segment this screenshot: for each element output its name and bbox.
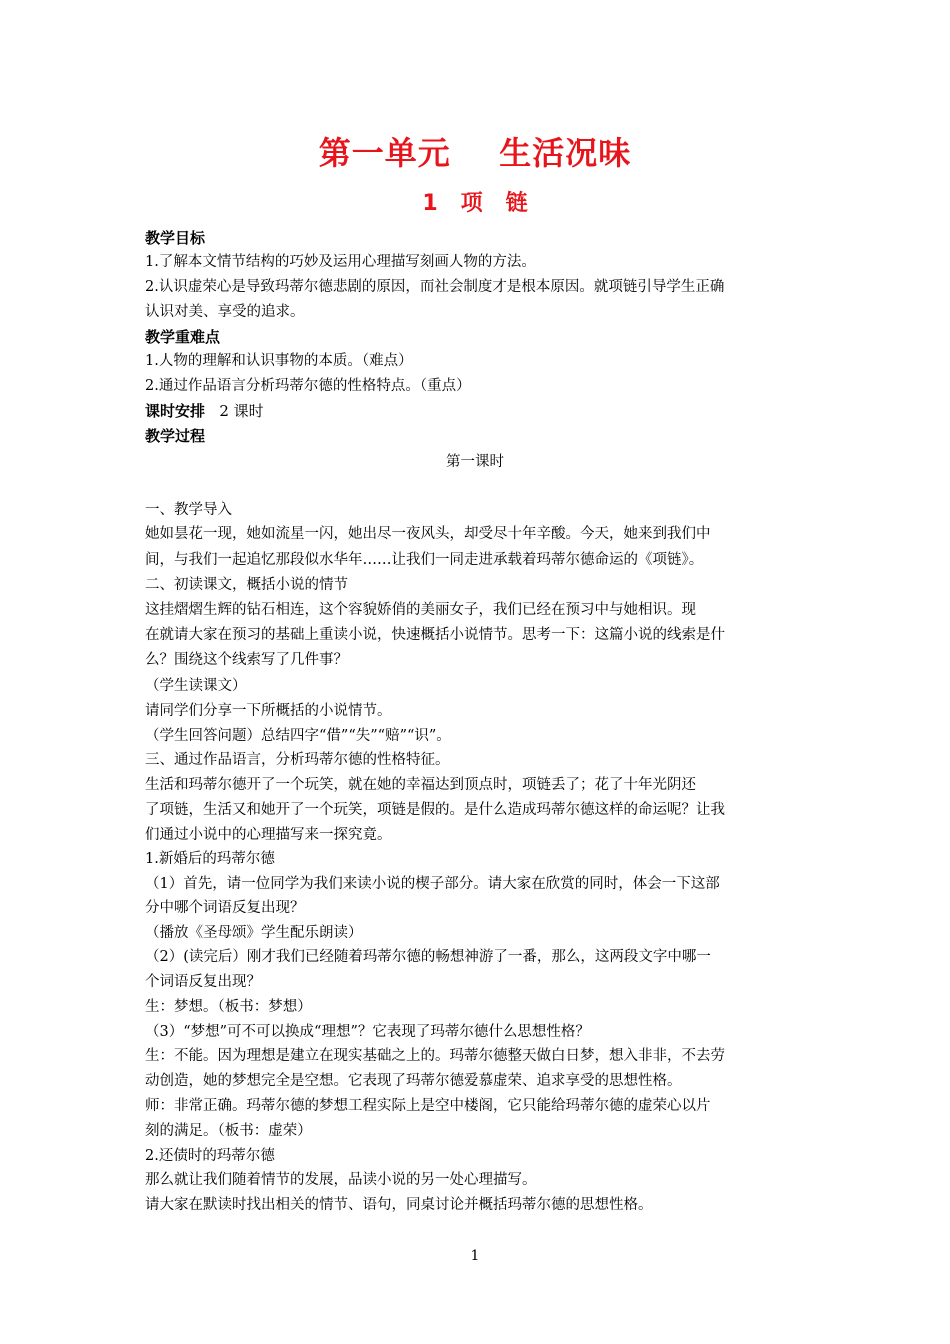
text-line xyxy=(145,1121,810,1141)
text-line xyxy=(145,1022,810,1042)
line-text: 二、初读课文，概括小说的情节 xyxy=(145,577,348,593)
text-line xyxy=(145,972,810,992)
line-text: （播放《圣母颂》学生配乐朗读） xyxy=(145,925,363,941)
line-text: 间，与我们一起追忆那段似水华年……让我们一同走进承载着玛蒂尔德命运的《项链》。 xyxy=(145,552,704,568)
line-text: 教学目标 xyxy=(145,229,206,247)
unit-title: 第一单元 生活况味 xyxy=(318,134,632,172)
text-line xyxy=(145,500,810,520)
line-text: 1.新婚后的玛蒂尔德 xyxy=(145,851,275,867)
text-line xyxy=(145,775,810,795)
text-line xyxy=(0,452,950,472)
line-text: 生：梦想。（板书：梦想） xyxy=(145,999,312,1015)
text-line xyxy=(145,1170,810,1190)
line-text: 生活和玛蒂尔德开了一个玩笑，就在她的幸福达到顶点时，项链丢了；花了十年光阴还 xyxy=(145,777,696,793)
text-line xyxy=(145,750,810,770)
line-text: 请同学们分享一下所概括的小说情节。 xyxy=(145,703,392,719)
text-line xyxy=(145,676,810,696)
text-line xyxy=(145,825,810,845)
text-line xyxy=(145,600,810,620)
line-text: 分中哪个词语反复出现？ xyxy=(145,900,305,916)
text-line xyxy=(145,849,810,869)
line-text: 请大家在默读时找出相关的情节、语句，同桌讨论并概括玛蒂尔德的思想性格。 xyxy=(145,1197,653,1213)
text-line xyxy=(145,650,810,670)
section-heading xyxy=(145,426,810,446)
line-text: 第一课时 xyxy=(446,454,504,470)
text-line xyxy=(145,1096,810,1116)
text-line xyxy=(145,1046,810,1066)
text-line xyxy=(145,302,810,322)
text-line xyxy=(145,874,810,894)
line-text: （3）“梦想”可不可以换成“理想”？它表现了玛蒂尔德什么思想性格？ xyxy=(145,1024,590,1040)
text-line xyxy=(145,1195,810,1215)
line-text: 了项链，生活又和她开了一个玩笑，项链是假的。是什么造成玛蒂尔德这样的命运呢？让我 xyxy=(145,802,725,818)
line-text: 三、通过作品语言，分析玛蒂尔德的性格特征。 xyxy=(145,752,450,768)
text-line xyxy=(145,376,810,396)
text-line xyxy=(145,524,810,544)
lesson-title: 1 项 链 xyxy=(422,191,528,216)
line-text: 教学重难点 xyxy=(145,328,221,346)
page-number: 1 xyxy=(470,1248,480,1264)
text-line xyxy=(145,800,810,820)
text-line xyxy=(145,550,810,570)
line-text: 动创造，她的梦想完全是空想。它表现了玛蒂尔德爱慕虚荣、追求享受的思想性格。 xyxy=(145,1073,682,1089)
text-line xyxy=(145,726,810,746)
text-line xyxy=(145,252,810,272)
text-line xyxy=(145,1071,810,1091)
text-line xyxy=(145,625,810,645)
line-text: （2）(读完后）刚才我们已经随着玛蒂尔德的畅想神游了一番，那么，这两段文字中哪一 xyxy=(145,949,711,965)
line-text: （1）首先，请一位同学为我们来读小说的楔子部分。请大家在欣赏的同时，体会一下这部 xyxy=(145,876,720,892)
line-text: 那么就让我们随着情节的发展，品读小说的另一处心理描写。 xyxy=(145,1172,537,1188)
line-text: 教学过程 xyxy=(145,427,206,445)
section-heading xyxy=(145,327,810,347)
line-text: 2.还债时的玛蒂尔德 xyxy=(145,1148,275,1164)
line-text: 她如昙花一现，她如流星一闪，她出尽一夜风头，却受尽十年辛酸。今天，她来到我们中 xyxy=(145,526,711,542)
line-text: 个词语反复出现？ xyxy=(145,974,261,990)
line-text: 1.人物的理解和认识事物的本质。（难点） xyxy=(145,353,413,369)
line-text: （学生读课文） xyxy=(145,678,247,694)
text-line xyxy=(145,923,810,943)
line-text: 师：非常正确。玛蒂尔德的梦想工程实际上是空中楼阁，它只能给玛蒂尔德的虚荣心以片 xyxy=(145,1098,711,1114)
text-line xyxy=(145,997,810,1017)
line-text: 一、教学导入 xyxy=(145,502,232,518)
line-text: 刻的满足。（板书：虚荣） xyxy=(145,1123,312,1139)
line-text: 课时安排 xyxy=(145,402,206,420)
text-line xyxy=(145,277,810,297)
text-line xyxy=(145,351,810,371)
line-text: 2.认识虚荣心是导致玛蒂尔德悲剧的原因，而社会制度才是根本原因。就项链引导学生正确 xyxy=(145,279,725,295)
text-line xyxy=(145,575,810,595)
line-extra: 2 课时 xyxy=(205,402,264,420)
line-text: 认识对美、享受的追求。 xyxy=(145,304,305,320)
section-heading xyxy=(145,228,810,248)
text-line xyxy=(145,898,810,918)
text-line xyxy=(145,1146,810,1166)
line-text: 2.通过作品语言分析玛蒂尔德的性格特点。（重点） xyxy=(145,378,471,394)
line-text: 这挂熠熠生辉的钻石相连，这个容貌娇俏的美丽女子，我们已经在预习中与她相识。现 xyxy=(145,602,696,618)
text-line xyxy=(145,701,810,721)
line-text: 们通过小说中的心理描写来一探究竟。 xyxy=(145,827,392,843)
line-text: 么？围绕这个线索写了几件事？ xyxy=(145,652,348,668)
line-text: （学生回答问题）总结四字“借”“失”“赔”“识”。 xyxy=(145,728,451,744)
section-heading xyxy=(145,401,810,421)
text-line xyxy=(145,947,810,967)
line-text: 在就请大家在预习的基础上重读小说，快速概括小说情节。思考一下：这篇小说的线索是什 xyxy=(145,627,725,643)
line-text: 生：不能。因为理想是建立在现实基础之上的。玛蒂尔德整天做白日梦，想入非非，不去劳 xyxy=(145,1048,725,1064)
line-text: 1.了解本文情节结构的巧妙及运用心理描写刻画人物的方法。 xyxy=(145,254,536,270)
